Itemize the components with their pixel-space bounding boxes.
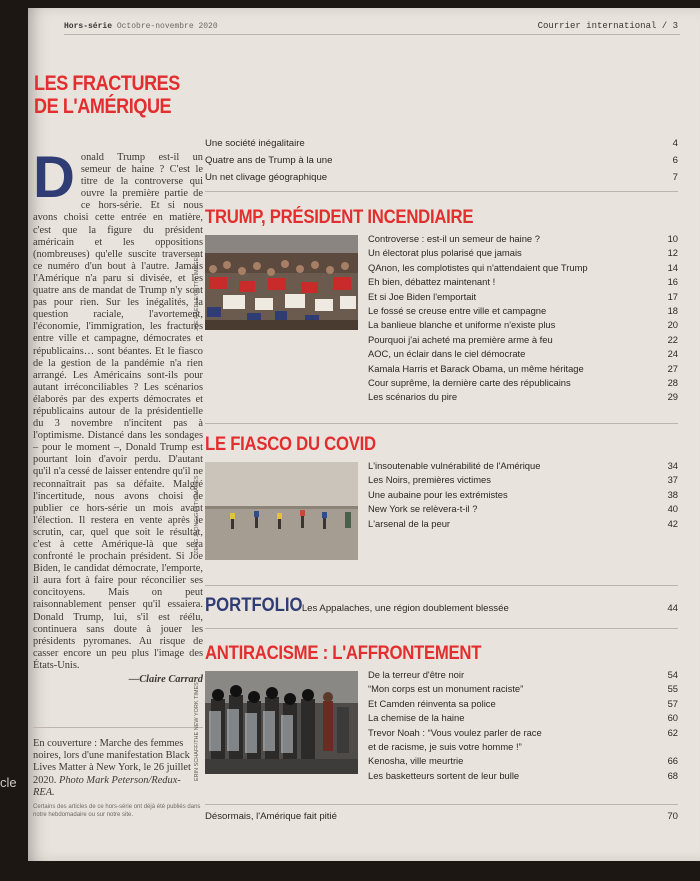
toc-item-label: Et Camden réinventa sa police	[368, 697, 496, 709]
toc-item[interactable]	[368, 769, 678, 783]
toc-item-page: 70	[667, 811, 678, 822]
toc-item-continuation[interactable]	[368, 740, 678, 754]
police-photo	[205, 671, 358, 774]
toc-item[interactable]	[368, 488, 678, 502]
portfolio-row[interactable]	[205, 595, 678, 615]
street-scene-image	[205, 462, 358, 560]
toc-item-label: Un électorat plus polarisé que jamais	[368, 247, 522, 259]
lead-list	[205, 136, 678, 186]
toc-item-label: Eh bien, débattez maintenant !	[368, 276, 496, 288]
portfolio-title: PORTFOLIO	[205, 595, 303, 616]
toc-item[interactable]	[368, 318, 678, 332]
toc-item[interactable]	[368, 347, 678, 361]
drop-cap: D	[33, 145, 75, 210]
dossier-title	[34, 72, 180, 118]
toc-item-page: 66	[667, 755, 678, 767]
toc-item[interactable]	[368, 304, 678, 318]
toc-item[interactable]	[205, 153, 678, 170]
section-divider	[205, 191, 678, 192]
cover-caption	[33, 738, 201, 799]
toc-item[interactable]	[368, 668, 678, 682]
toc-item-label: et de racisme, je suis votre homme !”	[368, 740, 522, 752]
toc-item-label: L'arsenal de la peur	[368, 517, 451, 529]
section-divider	[205, 804, 678, 805]
toc-item-page: 14	[667, 261, 678, 273]
toc-item-page: 34	[667, 460, 678, 471]
toc-item-page: 60	[667, 712, 678, 724]
toc-item-label: Controverse : est-il un semeur de haine ?	[368, 233, 540, 244]
toc-item-label: De la terreur d'être noir	[368, 669, 465, 680]
toc-item-page: 22	[667, 333, 678, 345]
section-items	[368, 232, 678, 405]
toc-item-page: 6	[672, 154, 678, 166]
section-divider	[205, 423, 678, 424]
toc-item-page	[656, 740, 678, 754]
toc-item-page: 12	[667, 247, 678, 259]
toc-item[interactable]	[368, 502, 678, 516]
cover-divider	[33, 727, 203, 728]
toc-item[interactable]	[368, 246, 678, 260]
dossier-title-line-1: LES FRACTURES	[34, 72, 180, 95]
editorial	[33, 145, 203, 686]
toc-item-page: 29	[667, 391, 678, 403]
section-trump	[194, 207, 678, 403]
section-divider	[205, 585, 678, 586]
toc-item-label: Cour suprême, la dernière carte des républicains	[368, 376, 571, 388]
covid-photo	[205, 462, 358, 560]
toc-item-label: Le fossé se creuse entre ville et campagne	[368, 304, 547, 316]
photo-credit: ERIN SCHAFF/THE NEW YORK TIMES	[194, 682, 200, 781]
toc-item-page: 68	[667, 769, 678, 781]
issue-date: Octobre-novembre 2020	[116, 22, 218, 31]
publication-note: Certains des articles de ce hors-série ont déjà été publiés dans notre hebdomadaire ou sur notre site.	[33, 804, 201, 818]
toc-item-page: 62	[667, 726, 678, 738]
toc-item[interactable]	[368, 517, 678, 531]
toc-item-page: 28	[667, 376, 678, 388]
toc-item-label: Pourquoi j'ai acheté ma première arme à feu	[368, 333, 553, 345]
toc-item-label: Les Noirs, premières victimes	[368, 474, 491, 486]
editorial-text: onald Trump est-il un semeur de haine ? C'est le titre de la controverse qui ouvre la première partie de ce hors-série. Et si nous avons choisi cette entrée en matière, c'est que la figure du président américain et les oppositions (nombreuses) qu'elle suscite traversent ce numéro d'un bout à l'autre. Jamais l'Amérique n'a paru si divisée, et les quatre ans de mandat de Trump n'y sont pas pour rien. Sur les inégalités, la question raciale, l'avortement, l'économie, l'immigration, les fractures entre ville et campagne, démocrates et républicains… sont béantes. Et le fiasco de la gestion de la pandémie n'a rien arrangé. Les Américains sont-ils pour autant irréconciliables ? Les scénarios élaborés par des experts démocrates et républicains autour de la présidentielle du 3 novembre n'incitent pas à l'optimisme. Distancé dans les sondages – pour le moment –, Donald Trump est pourtant loin d'avoir perdu. D'autant qu'il n'a cessé de laisser entendre qu'il ne reconnaîtrait pas sa défaite. Malgré l'incertitude, nous avons choisi de publier ce hors-série un mois avant l'élection. Il restera en vente après le scrutin, car, quel que soit le résultat, c'est à cette Amérique-là que sera confronté le prochain président. Si Joe Biden, le candidat démocrate, l'emporte, il aura fort à faire pour réconcilier ses concitoyens. Mais on peut raisonnablement penser qu'il essaiera. Donald Trump, lui, s'il est réélu, continuera sans doute à jouer les présidents pyromanes. Au risque de casser encore un peu plus l'image des États-Unis.	[33, 152, 203, 671]
toc-item-label: Kenosha, ville meurtrie	[368, 755, 464, 767]
toc-item-label: Quatre ans de Trump à la une	[205, 154, 333, 166]
issue-info	[64, 22, 218, 31]
toc-item[interactable]	[368, 697, 678, 711]
section-divider	[205, 628, 678, 629]
toc-item-page: 10	[667, 233, 678, 244]
toc-item-label: Une aubaine pour les extrémistes	[368, 488, 508, 500]
toc-item-page: 7	[672, 171, 678, 183]
toc-item[interactable]	[368, 459, 678, 473]
toc-item-page: 20	[667, 319, 678, 331]
rally-photo	[205, 235, 358, 330]
toc-item[interactable]	[368, 473, 678, 487]
toc-item-label: L'insoutenable vulnérabilité de l'Amérique	[368, 460, 541, 471]
toc-item-page: 37	[667, 474, 678, 486]
toc-item-label: “Mon corps est un monument raciste”	[368, 683, 524, 695]
toc-item-label: Trevor Noah : “Vous voulez parler de race	[368, 726, 542, 738]
toc-item-page: 24	[667, 348, 678, 360]
toc-item[interactable]	[368, 711, 678, 725]
section-items	[368, 668, 678, 783]
toc-item-label: Désormais, l'Amérique fait pitié	[205, 811, 337, 822]
toc-item[interactable]	[368, 362, 678, 376]
rally-crowd-image	[205, 235, 358, 330]
toc-item-label: QAnon, les complotistes qui n'attendaient que Trump	[368, 261, 588, 273]
portfolio-label: Les Appalaches, une région doublement blessée	[301, 603, 509, 614]
toc-item-page: 55	[667, 683, 678, 695]
toc-item[interactable]	[368, 333, 678, 347]
magazine-name: Courrier international / 3	[537, 21, 678, 31]
toc-item[interactable]	[368, 261, 678, 275]
toc-item[interactable]	[368, 754, 678, 768]
header-divider	[64, 34, 680, 35]
police-line-image	[205, 671, 358, 774]
section-antiracisme	[194, 643, 678, 781]
toc-item-page: 42	[667, 517, 678, 529]
section-covid	[194, 434, 678, 554]
toc-item-page: 38	[667, 488, 678, 500]
toc-item-label: Les scénarios du pire	[368, 391, 458, 403]
toc-item[interactable]	[368, 726, 678, 740]
toc-item[interactable]	[368, 275, 678, 289]
photo-credit: JOE RAEDLE/GETTY IMAGES	[194, 254, 200, 331]
background-text: cle	[0, 775, 17, 790]
last-toc-item[interactable]	[205, 811, 678, 822]
toc-item-page: 16	[667, 276, 678, 288]
toc-item-label: Un net clivage géographique	[205, 171, 328, 183]
toc-item-label: Et si Joe Biden l'emportait	[368, 290, 477, 302]
toc-item[interactable]	[368, 232, 678, 246]
toc-item[interactable]	[205, 170, 678, 187]
section-title: ANTIRACISME : L'AFFRONTEMENT	[205, 643, 482, 664]
photo-credit: ZENG JAONG/GETTY IMAGES	[194, 475, 200, 554]
toc-item-page: 27	[667, 362, 678, 374]
section-title: TRUMP, PRÉSIDENT INCENDIAIRE	[205, 207, 474, 228]
cover-photo-credit: Photo Mark Peterson/Redux-REA.	[33, 774, 181, 798]
toc-item-label: New York se relèvera-t-il ?	[368, 503, 478, 515]
toc-item-label: Une société inégalitaire	[205, 138, 305, 149]
section-title: LE FIASCO DU COVID	[205, 434, 376, 455]
toc-item-page: 18	[667, 304, 678, 316]
toc-item[interactable]	[368, 290, 678, 304]
toc-item[interactable]	[368, 682, 678, 696]
toc-item-label: Les basketteurs sortent de leur bulle	[368, 769, 520, 781]
toc-item-page: 4	[672, 138, 678, 149]
toc-item-page: 54	[667, 669, 678, 680]
dossier-title-line-2: DE L'AMÉRIQUE	[34, 95, 172, 118]
portfolio-page: 44	[667, 603, 678, 614]
toc-item-label: La banlieue blanche et uniforme n'existe plus	[368, 319, 556, 331]
cover-caption-text: En couverture : Marche des femmes noires, lors d'une manifestation Black Lives Matter à New York, le 26 juillet 2020.	[33, 738, 191, 786]
section-items	[368, 459, 678, 531]
toc-item[interactable]	[368, 390, 678, 404]
toc-item[interactable]	[205, 136, 678, 153]
toc-item-page: 40	[667, 503, 678, 515]
toc-item-page: 17	[667, 290, 678, 302]
toc-item-label: La chemise de la haine	[368, 712, 465, 724]
toc-item-label: Kamala Harris et Barack Obama, un même héritage	[368, 362, 584, 374]
toc-item-page: 57	[667, 697, 678, 709]
toc-item-label: AOC, un éclair dans le ciel démocrate	[368, 348, 526, 360]
editorial-signature: —Claire Carrard	[128, 674, 203, 686]
toc-item[interactable]	[368, 376, 678, 390]
issue-type: Hors-série	[64, 22, 113, 31]
